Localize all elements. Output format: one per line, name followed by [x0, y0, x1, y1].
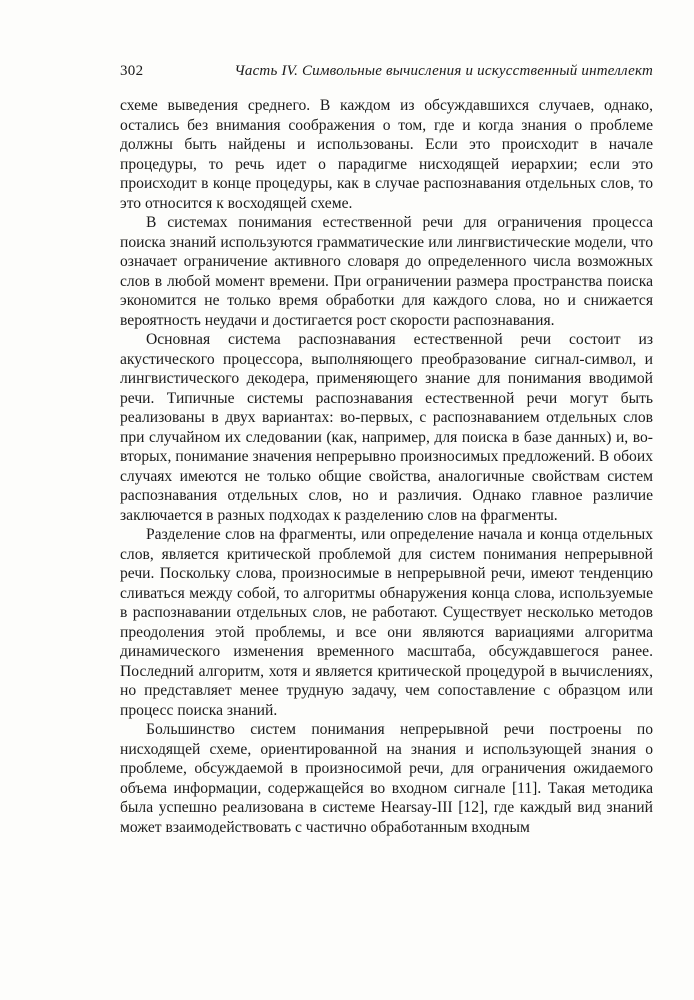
paragraph: Большинство систем понимания непрерывной речи построены по нисходящей схеме, ориентированной на знания и использующей знания о проблеме, обсуждаемой в произносимой речи, для ограничения ожидаемого объема информации, содержащейся во входном сигнале [11]. Такая методика была успешно реализована в системе Hearsay-III [12], где каждый вид знаний может взаимодействовать с частично обработанным входным: [120, 721, 653, 836]
page-number: 302: [120, 63, 144, 79]
paragraph: Основная система распознавания естественной речи состоит из акустического процессора, выполняющего преобразование сигнал-символ, и лингвистического декодера, применяющего знание для понимания вводимой речи. Типичные системы распознавания естественной речи могут быть реализованы в двух вариантах: во-первых, с распознаванием отдельных слов при случайном их следовании (как, например, для поиска в базе данных) и, во-вторых, понимание значения непрерывно произносимых предложений. В обоих случаях имеются не только общие свойства, аналогичные свойствам систем распознавания отдельных слов, но и различия. Однако главное различие заключается в разных подходах к разделению слов на фрагменты.: [120, 331, 653, 524]
body-text: [120, 96, 653, 837]
paragraph: Разделение слов на фрагменты, или определение начала и конца отдельных слов, является критической проблемой для систем понимания непрерывной речи. Поскольку слова, произносимые в непрерывной речи, имеют тенденцию сливаться между собой, то алгоритмы обнаружения конца слова, используемые в распознавании отдельных слов, не работают. Существует несколько методов преодоления этой проблемы, и все они являются вариациями алгоритма динамического изменения временного масштаба, обсуждавшегося ранее. Последний алгоритм, хотя и является критической процедурой в вычислениях, но представляет менее трудную задачу, чем сопоставление с образцом или процесс поиска знаний.: [120, 526, 653, 719]
running-title: Часть IV. Символьные вычисления и искусственный интеллект: [234, 63, 653, 79]
paragraph-continuation: схеме выведения среднего. В каждом из обсуждавшихся случаев, однако, остались без внимания соображения о том, где и когда знания о проблеме должны быть найдены и использованы. Если это происходит в начале процедуры, то речь идет о парадигме нисходящей иерархии; если это происходит в конце процедуры, как в случае распознавания отдельных слов, то это относится к восходящей схеме.: [120, 97, 653, 212]
paragraph: В системах понимания естественной речи для ограничения процесса поиска знаний используются грамматические или лингвистические модели, что означает ограничение активного словаря до определенного числа возможных слов в любой момент времени. При ограничении размера пространства поиска экономится не только время обработки для каждого слова, но и снижается вероятность неудачи и достигается рост скорости распознавания.: [120, 214, 653, 329]
running-head: [120, 60, 653, 82]
